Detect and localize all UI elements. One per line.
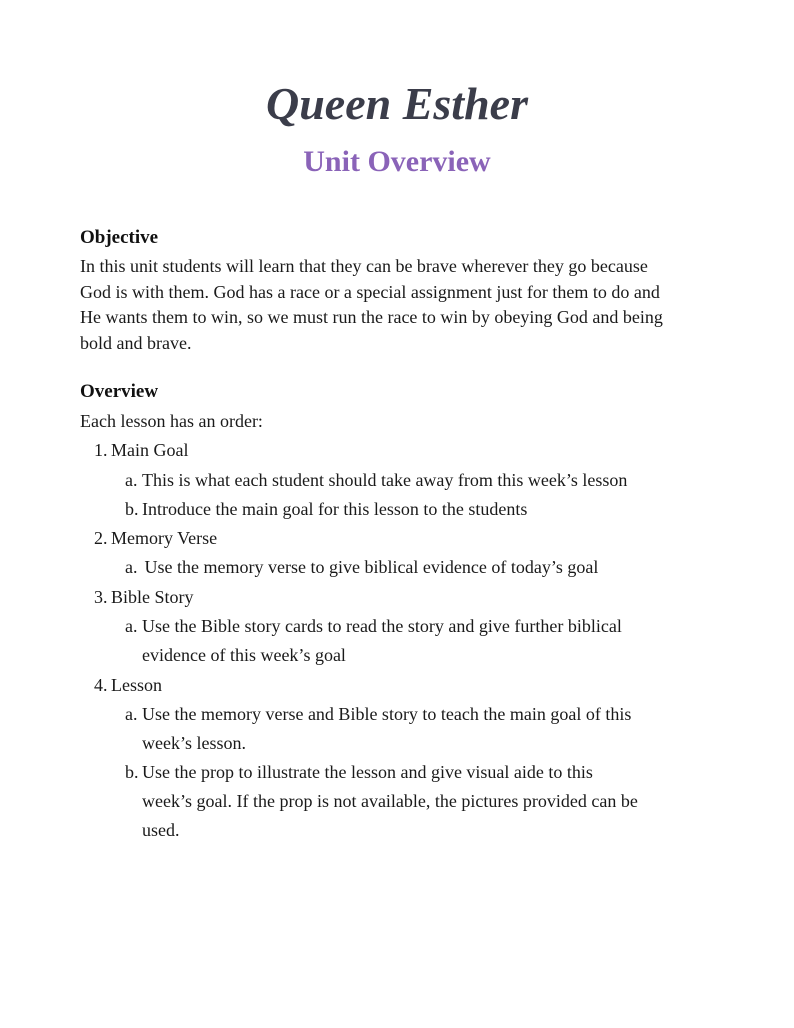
- list-item-marker: 3.: [94, 587, 108, 607]
- sub-item-text-continued: used.: [142, 820, 180, 840]
- sub-item-text: Use the prop to illustrate the lesson and give visual aide to this: [142, 762, 593, 782]
- sub-item-text: Use the memory verse to give biblical evidence of today’s goal: [140, 557, 599, 577]
- sub-item-text: Introduce the main goal for this lesson to the students: [142, 499, 528, 519]
- list-item-marker: 2.: [94, 528, 108, 548]
- list-item-label: Bible Story: [111, 587, 194, 607]
- objective-paragraph: In this unit students will learn that they can be brave wherever they go because God is with them. God has a race or a special assignment just for them to do and He wants them to win, so we must run the race to win by obeying God and being bold and brave.: [80, 256, 663, 353]
- page-subtitle: Unit Overview: [303, 145, 491, 178]
- list-item-label: Lesson: [111, 675, 162, 695]
- sub-item-text: This is what each student should take away from this week’s lesson: [142, 470, 628, 490]
- sub-item-text-continued: evidence of this week’s goal: [142, 645, 346, 665]
- sub-item-text-continued: week’s lesson.: [142, 733, 246, 753]
- overview-intro: Each lesson has an order:: [80, 411, 263, 431]
- sub-item-marker: a.: [125, 557, 138, 577]
- list-item-label: Memory Verse: [111, 528, 218, 548]
- sub-item-text: Use the memory verse and Bible story to teach the main goal of this: [142, 704, 632, 724]
- page-title: Queen Esther: [266, 78, 528, 129]
- list-item-label: Main Goal: [111, 440, 189, 460]
- sub-item-text: Use the Bible story cards to read the story and give further biblical: [142, 616, 622, 636]
- sub-item-marker: a.: [125, 616, 138, 636]
- overview-heading: Overview: [80, 381, 159, 402]
- sub-item-marker: a.: [125, 470, 138, 490]
- objective-heading: Objective: [80, 227, 159, 248]
- sub-item-marker: b.: [125, 499, 139, 519]
- list-item-marker: 1.: [94, 440, 108, 460]
- sub-item-text-continued: week’s goal. If the prop is not available, the pictures provided can be: [142, 791, 638, 811]
- sub-item-marker: a.: [125, 704, 138, 724]
- list-item-marker: 4.: [94, 675, 108, 695]
- sub-item-marker: b.: [125, 762, 139, 782]
